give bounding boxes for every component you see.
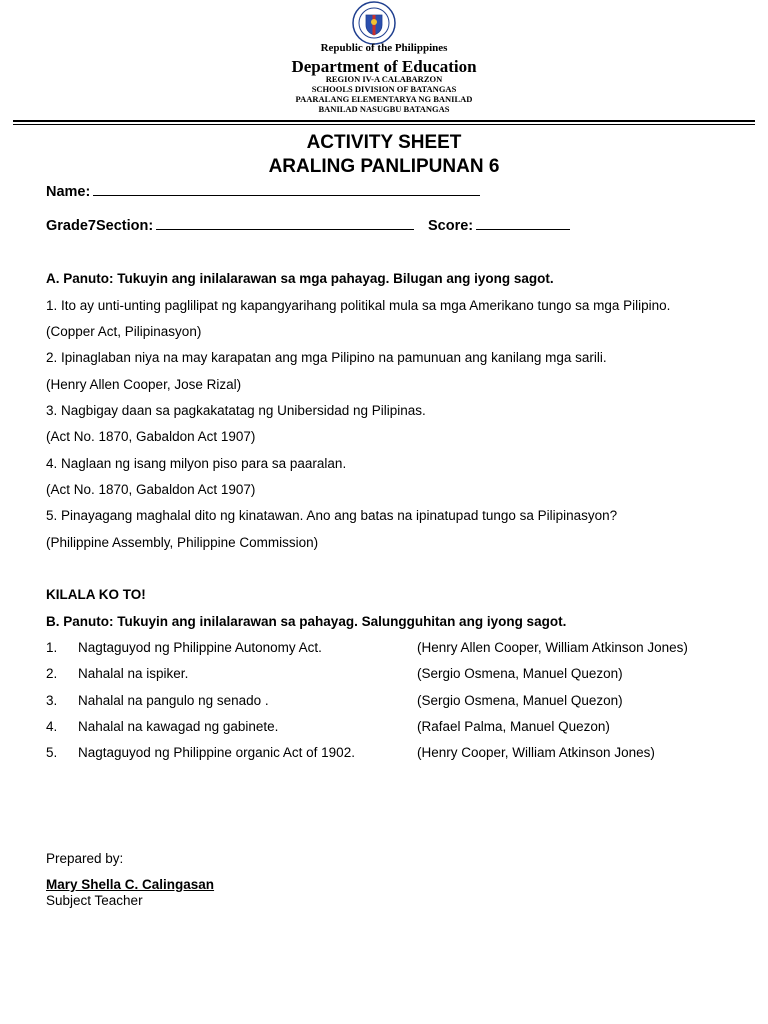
- part-a-question-1: 1. Ito ay unti-unting paglilipat ng kapangyarihang politikal mula sa mga Amerikano tungo sa mga Pilipino.: [46, 298, 671, 313]
- part-a-choices-1: (Copper Act, Pilipinasyon): [46, 324, 202, 339]
- division-line: SCHOOLS DIVISION OF BATANGAS: [311, 84, 457, 94]
- part-b-choices-4: (Rafael Palma, Manuel Quezon): [417, 719, 610, 734]
- part-b-text-2: Nahalal na ispiker.: [78, 666, 189, 681]
- score-field: [428, 215, 570, 234]
- part-b-text-4: Nahalal na kawagad ng gabinete.: [78, 719, 279, 734]
- region-line: REGION IV-A CALABARZON: [325, 74, 443, 84]
- subject-title: ARALING PANLIPUNAN 6: [268, 156, 500, 177]
- part-b-choices-5: (Henry Cooper, William Atkinson Jones): [417, 745, 655, 760]
- part-b-number-1: 1.: [46, 640, 58, 655]
- sheet-title: ACTIVITY SHEET: [306, 132, 462, 153]
- part-a-choices-2: (Henry Allen Cooper, Jose Rizal): [46, 377, 242, 392]
- part-a-question-4: 4. Naglaan ng isang milyon piso para sa paaralan.: [46, 456, 347, 471]
- teacher-role: Subject Teacher: [46, 893, 143, 908]
- part-b-number-4: 4.: [46, 719, 58, 734]
- teacher-name: Mary Shella C. Calingasan: [46, 877, 215, 892]
- part-a-question-3: 3. Nagbigay daan sa pagkakatatag ng Unibersidad ng Pilipinas.: [46, 403, 426, 418]
- part-a-choices-5: (Philippine Assembly, Philippine Commission): [46, 535, 319, 550]
- part-b-choices-1: (Henry Allen Cooper, William Atkinson Jones): [417, 640, 688, 655]
- part-b-number-3: 3.: [46, 693, 58, 708]
- name-field: [46, 181, 480, 200]
- part-b-instruction: B. Panuto: Tukuyin ang inilalarawan sa pahayag. Salungguhitan ang iyong sagot.: [46, 614, 567, 629]
- republic-line: Republic of the Philippines: [320, 42, 448, 54]
- part-b-choices-3: (Sergio Osmena, Manuel Quezon): [417, 693, 623, 708]
- score-label: Score:: [428, 218, 474, 234]
- school-line: PAARALANG ELEMENTARYA NG BANILAD: [295, 94, 473, 104]
- part-b-text-1: Nagtaguyod ng Philippine Autonomy Act.: [78, 640, 322, 655]
- part-b-text-5: Nagtaguyod ng Philippine organic Act of 1902.: [78, 745, 355, 760]
- header-divider: [13, 120, 755, 122]
- prepared-by-label: Prepared by:: [46, 851, 124, 866]
- part-a-instruction: A. Panuto: Tukuyin ang inilalarawan sa mga pahayag. Bilugan ang iyong sagot.: [46, 271, 554, 286]
- header-divider-thin: [13, 124, 755, 125]
- department-name: Department of Education: [291, 57, 477, 76]
- name-blank-line[interactable]: [93, 181, 480, 196]
- part-a-choices-3: (Act No. 1870, Gabaldon Act 1907): [46, 429, 256, 444]
- part-b-number-5: 5.: [46, 745, 58, 760]
- part-a-question-2: 2. Ipinaglaban niya na may karapatan ang mga Pilipino na pamunuan ang kanilang mga sarili.: [46, 350, 607, 365]
- part-b-text-3: Nahalal na pangulo ng senado .: [78, 693, 269, 708]
- part-b-number-2: 2.: [46, 666, 58, 681]
- deped-seal-logo: [352, 1, 396, 45]
- part-b-choices-2: (Sergio Osmena, Manuel Quezon): [417, 666, 623, 681]
- part-a-question-5: 5. Pinayagang maghalal dito ng kinatawan. Ano ang batas na ipinatupad tungo sa Pilipinasyon?: [46, 508, 618, 523]
- name-label: Name:: [46, 184, 91, 200]
- section-blank-line[interactable]: [156, 215, 414, 230]
- part-a-choices-4: (Act No. 1870, Gabaldon Act 1907): [46, 482, 256, 497]
- address-line: BANILAD NASUGBU BATANGAS: [318, 104, 450, 114]
- score-blank-line[interactable]: [476, 215, 570, 230]
- section-label: Grade7Section:: [46, 218, 154, 234]
- section-field: [46, 215, 414, 234]
- part-b-heading: KILALA KO TO!: [46, 587, 146, 602]
